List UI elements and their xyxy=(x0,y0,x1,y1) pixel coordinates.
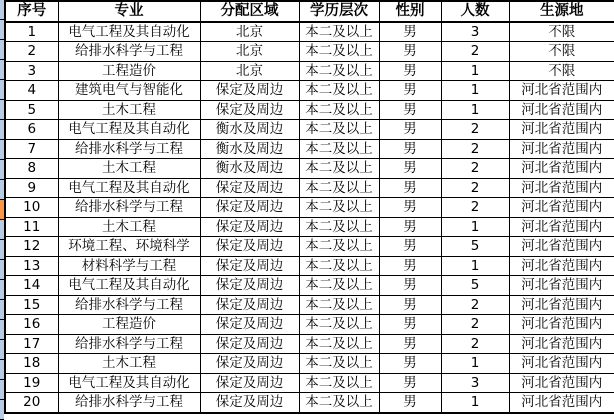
cell-r17-c2[interactable]: 给排水科学与工程 xyxy=(58,334,200,354)
table-row xyxy=(5,237,614,257)
cell-r10-c6[interactable]: 2 xyxy=(441,198,509,218)
cell-r12-c3[interactable]: 保定及周边 xyxy=(200,237,299,257)
cell-r2-c2[interactable]: 给排水科学与工程 xyxy=(58,42,200,62)
cell-r17-c3[interactable]: 保定及周边 xyxy=(200,334,299,354)
cell-r4-c5[interactable]: 男 xyxy=(379,81,441,101)
cell-r14-c5[interactable]: 男 xyxy=(379,276,441,296)
cell-r11-c6[interactable]: 1 xyxy=(441,217,509,237)
cell-r9-c7[interactable]: 河北省范围内 xyxy=(509,178,614,198)
table-row xyxy=(5,178,614,198)
cell-r9-c2[interactable]: 电气工程及其自动化 xyxy=(58,178,200,198)
cell-r2-c3[interactable]: 北京 xyxy=(200,42,299,62)
cell-r13-c2[interactable]: 材料科学与工程 xyxy=(58,256,200,276)
cell-r18-c3[interactable]: 保定及周边 xyxy=(200,354,299,374)
table-row xyxy=(5,22,614,42)
cell-r15-c5[interactable]: 男 xyxy=(379,295,441,315)
cell-r14-c7[interactable]: 河北省范围内 xyxy=(509,276,614,296)
cell-r7-c5[interactable]: 男 xyxy=(379,139,441,159)
column-header-1[interactable]: 序号 xyxy=(5,1,58,22)
cell-r8-c4[interactable]: 本二及以上 xyxy=(299,159,379,179)
cell-r13-c4[interactable]: 本二及以上 xyxy=(299,256,379,276)
cell-r15-c6[interactable]: 2 xyxy=(441,295,509,315)
table-row xyxy=(5,276,614,296)
cell-r18-c6[interactable]: 1 xyxy=(441,354,509,374)
cell-r6-c4[interactable]: 本二及以上 xyxy=(299,120,379,140)
table-row xyxy=(5,354,614,374)
column-header-2[interactable]: 专业 xyxy=(58,1,200,22)
cell-r5-c2[interactable]: 土木工程 xyxy=(58,100,200,120)
table-wrap xyxy=(4,0,614,420)
table-row xyxy=(5,373,614,393)
cell-r16-c7[interactable]: 河北省范围内 xyxy=(509,315,614,335)
cell-r16-c1[interactable]: 16 xyxy=(5,315,58,335)
cell-r19-c5[interactable]: 男 xyxy=(379,373,441,393)
cell-r1-c3[interactable]: 北京 xyxy=(200,22,299,42)
cell-r4-c6[interactable]: 1 xyxy=(441,81,509,101)
cell-r19-c7[interactable]: 河北省范围内 xyxy=(509,373,614,393)
cell-r13-c6[interactable]: 1 xyxy=(441,256,509,276)
cell-r14-c6[interactable]: 5 xyxy=(441,276,509,296)
cell-r8-c6[interactable]: 2 xyxy=(441,159,509,179)
cell-r18-c1[interactable]: 18 xyxy=(5,354,58,374)
column-header-4[interactable]: 学历层次 xyxy=(299,1,379,22)
cell-r20-c5[interactable]: 男 xyxy=(379,393,441,413)
column-header-3[interactable]: 分配区域 xyxy=(200,1,299,22)
cell-r11-c5[interactable]: 男 xyxy=(379,217,441,237)
cell-r1-c7[interactable]: 不限 xyxy=(509,22,614,42)
cell-r4-c4[interactable]: 本二及以上 xyxy=(299,81,379,101)
cell-r3-c3[interactable]: 北京 xyxy=(200,61,299,81)
cell-r20-c1[interactable]: 20 xyxy=(5,393,58,413)
cell-r5-c1[interactable]: 5 xyxy=(5,100,58,120)
cell-r5-c3[interactable]: 保定及周边 xyxy=(200,100,299,120)
cell-r14-c2[interactable]: 电气工程及其自动化 xyxy=(58,276,200,296)
cell-r19-c2[interactable]: 电气工程及其自动化 xyxy=(58,373,200,393)
cell-r5-c5[interactable]: 男 xyxy=(379,100,441,120)
table-row xyxy=(5,81,614,101)
cell-r13-c3[interactable]: 保定及周边 xyxy=(200,256,299,276)
table-row xyxy=(5,61,614,81)
table-row xyxy=(5,159,614,179)
cell-r8-c2[interactable]: 土木工程 xyxy=(58,159,200,179)
column-header-7[interactable]: 生源地 xyxy=(509,1,614,22)
cell-r6-c5[interactable]: 男 xyxy=(379,120,441,140)
cell-r18-c4[interactable]: 本二及以上 xyxy=(299,354,379,374)
cell-r16-c3[interactable]: 保定及周边 xyxy=(200,315,299,335)
cell-r13-c5[interactable]: 男 xyxy=(379,256,441,276)
cell-r9-c4[interactable]: 本二及以上 xyxy=(299,178,379,198)
cell-r11-c2[interactable]: 土木工程 xyxy=(58,217,200,237)
cell-r15-c7[interactable]: 河北省范围内 xyxy=(509,295,614,315)
table-row xyxy=(5,315,614,335)
cell-r4-c3[interactable]: 保定及周边 xyxy=(200,81,299,101)
cell-r1-c5[interactable]: 男 xyxy=(379,22,441,42)
cell-r18-c2[interactable]: 土木工程 xyxy=(58,354,200,374)
cell-r5-c7[interactable]: 河北省范围内 xyxy=(509,100,614,120)
cell-r15-c2[interactable]: 给排水科学与工程 xyxy=(58,295,200,315)
cell-r4-c1[interactable]: 4 xyxy=(5,81,58,101)
cell-r20-c3[interactable]: 保定及周边 xyxy=(200,393,299,413)
cell-r4-c7[interactable]: 河北省范围内 xyxy=(509,81,614,101)
cell-r11-c7[interactable]: 河北省范围内 xyxy=(509,217,614,237)
cell-r13-c7[interactable]: 河北省范围内 xyxy=(509,256,614,276)
cell-r18-c5[interactable]: 男 xyxy=(379,354,441,374)
table-row xyxy=(5,295,614,315)
table-row xyxy=(5,217,614,237)
cell-r20-c6[interactable]: 1 xyxy=(441,393,509,413)
cell-r11-c1[interactable]: 11 xyxy=(5,217,58,237)
cell-r17-c6[interactable]: 2 xyxy=(441,334,509,354)
cell-r16-c4[interactable]: 本二及以上 xyxy=(299,315,379,335)
cell-r3-c2[interactable]: 工程造价 xyxy=(58,61,200,81)
cell-r15-c4[interactable]: 本二及以上 xyxy=(299,295,379,315)
cell-r7-c6[interactable]: 2 xyxy=(441,139,509,159)
cell-r9-c1[interactable]: 9 xyxy=(5,178,58,198)
cell-r19-c6[interactable]: 3 xyxy=(441,373,509,393)
cell-r8-c7[interactable]: 河北省范围内 xyxy=(509,159,614,179)
cell-r12-c4[interactable]: 本二及以上 xyxy=(299,237,379,257)
cell-r3-c6[interactable]: 1 xyxy=(441,61,509,81)
cell-r2-c5[interactable]: 男 xyxy=(379,42,441,62)
cell-r2-c1[interactable]: 2 xyxy=(5,42,58,62)
table-row xyxy=(5,42,614,62)
cell-r12-c5[interactable]: 男 xyxy=(379,237,441,257)
cell-r1-c2[interactable]: 电气工程及其自动化 xyxy=(58,22,200,42)
cell-r14-c3[interactable]: 保定及周边 xyxy=(200,276,299,296)
cell-r10-c4[interactable]: 本二及以上 xyxy=(299,198,379,218)
cell-r9-c3[interactable]: 保定及周边 xyxy=(200,178,299,198)
cell-r11-c3[interactable]: 保定及周边 xyxy=(200,217,299,237)
cell-r8-c1[interactable]: 8 xyxy=(5,159,58,179)
cell-r6-c2[interactable]: 电气工程及其自动化 xyxy=(58,120,200,140)
cell-r10-c1[interactable]: 10 xyxy=(5,198,58,218)
cell-r10-c7[interactable]: 河北省范围内 xyxy=(509,198,614,218)
cell-r20-c2[interactable]: 给排水科学与工程 xyxy=(58,393,200,413)
cell-r17-c4[interactable]: 本二及以上 xyxy=(299,334,379,354)
cell-r12-c6[interactable]: 5 xyxy=(441,237,509,257)
cell-r10-c5[interactable]: 男 xyxy=(379,198,441,218)
cell-r1-c4[interactable]: 本二及以上 xyxy=(299,22,379,42)
cell-r5-c6[interactable]: 1 xyxy=(441,100,509,120)
cell-r2-c6[interactable]: 2 xyxy=(441,42,509,62)
cell-r6-c7[interactable]: 河北省范围内 xyxy=(509,120,614,140)
table-row xyxy=(5,198,614,218)
cell-r7-c3[interactable]: 衡水及周边 xyxy=(200,139,299,159)
cell-r11-c4[interactable]: 本二及以上 xyxy=(299,217,379,237)
cell-r19-c3[interactable]: 保定及周边 xyxy=(200,373,299,393)
cell-r1-c6[interactable]: 3 xyxy=(441,22,509,42)
cell-r15-c1[interactable]: 15 xyxy=(5,295,58,315)
recruitment-positions-table xyxy=(4,0,614,414)
cell-r4-c2[interactable]: 建筑电气与智能化 xyxy=(58,81,200,101)
cell-r7-c4[interactable]: 本二及以上 xyxy=(299,139,379,159)
cell-r16-c5[interactable]: 男 xyxy=(379,315,441,335)
cell-r17-c1[interactable]: 17 xyxy=(5,334,58,354)
cell-r7-c2[interactable]: 给排水科学与工程 xyxy=(58,139,200,159)
column-header-6[interactable]: 人数 xyxy=(441,1,509,22)
header-row xyxy=(5,1,614,22)
cell-r1-c1[interactable]: 1 xyxy=(5,22,58,42)
cell-r12-c7[interactable]: 河北省范围内 xyxy=(509,237,614,257)
table-row xyxy=(5,120,614,140)
cell-r17-c7[interactable]: 河北省范围内 xyxy=(509,334,614,354)
cell-r20-c7[interactable]: 河北省范围内 xyxy=(509,393,614,413)
column-header-5[interactable]: 性别 xyxy=(379,1,441,22)
table-row xyxy=(5,393,614,413)
cell-r8-c3[interactable]: 衡水及周边 xyxy=(200,159,299,179)
cell-r12-c2[interactable]: 环境工程、环境科学 xyxy=(58,237,200,257)
cell-r5-c4[interactable]: 本二及以上 xyxy=(299,100,379,120)
cell-r7-c1[interactable]: 7 xyxy=(5,139,58,159)
cell-r3-c1[interactable]: 3 xyxy=(5,61,58,81)
cell-r17-c5[interactable]: 男 xyxy=(379,334,441,354)
table-row xyxy=(5,334,614,354)
cell-r3-c7[interactable]: 不限 xyxy=(509,61,614,81)
cell-r19-c1[interactable]: 19 xyxy=(5,373,58,393)
cell-r15-c3[interactable]: 保定及周边 xyxy=(200,295,299,315)
cell-r16-c6[interactable]: 2 xyxy=(441,315,509,335)
cell-r9-c5[interactable]: 男 xyxy=(379,178,441,198)
cell-r14-c4[interactable]: 本二及以上 xyxy=(299,276,379,296)
cell-r9-c6[interactable]: 2 xyxy=(441,178,509,198)
table-row xyxy=(5,139,614,159)
cell-r10-c2[interactable]: 给排水科学与工程 xyxy=(58,198,200,218)
cell-r18-c7[interactable]: 河北省范围内 xyxy=(509,354,614,374)
cell-r20-c4[interactable]: 本二及以上 xyxy=(299,393,379,413)
cell-r13-c1[interactable]: 13 xyxy=(5,256,58,276)
cell-r6-c3[interactable]: 衡水及周边 xyxy=(200,120,299,140)
cell-r19-c4[interactable]: 本二及以上 xyxy=(299,373,379,393)
cell-r12-c1[interactable]: 12 xyxy=(5,237,58,257)
cell-r8-c5[interactable]: 男 xyxy=(379,159,441,179)
cell-r3-c5[interactable]: 男 xyxy=(379,61,441,81)
cell-r16-c2[interactable]: 工程造价 xyxy=(58,315,200,335)
cell-r6-c1[interactable]: 6 xyxy=(5,120,58,140)
cell-r2-c7[interactable]: 不限 xyxy=(509,42,614,62)
cell-r2-c4[interactable]: 本二及以上 xyxy=(299,42,379,62)
cell-r6-c6[interactable]: 2 xyxy=(441,120,509,140)
cell-r3-c4[interactable]: 本二及以上 xyxy=(299,61,379,81)
cell-r10-c3[interactable]: 保定及周边 xyxy=(200,198,299,218)
table-row xyxy=(5,256,614,276)
table-row xyxy=(5,100,614,120)
cell-r7-c7[interactable]: 河北省范围内 xyxy=(509,139,614,159)
cell-r14-c1[interactable]: 14 xyxy=(5,276,58,296)
